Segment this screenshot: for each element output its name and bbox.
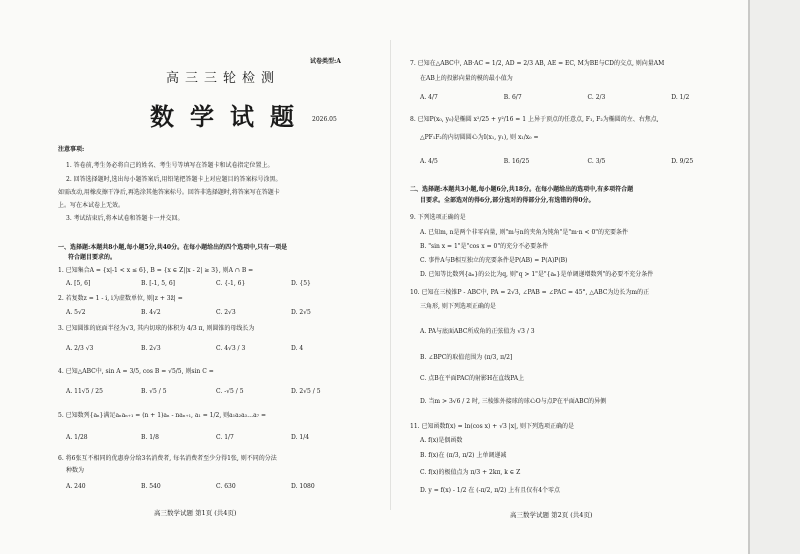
option-a: A. 2/3 √3: [66, 345, 94, 352]
note-line: 如需改动,用橡皮擦干净后,再选涂其他答案标号。回答非选择题时,将答案写在答题卡: [58, 189, 280, 196]
option-c: C. 3/5: [587, 158, 606, 165]
question-5-options: [66, 434, 366, 442]
option-b: B. 16/25: [503, 158, 530, 165]
question-5: 5. 已知数列{aₙ}满足aₙaₙ₊₁ = (n + 1)aₙ - naₙ₊₁, a₁ = 1/2, 则a₁a₂a₃…a₇ =: [58, 412, 267, 419]
option-c: C. 2/3: [587, 94, 606, 101]
option-a: A. 4/7: [420, 94, 438, 101]
question-1: 1. 已知集合A = {x|-1 < x ≤ 6}, B = {x ∈ Z||x - 2| ≥ 3}, 则A ∩ B =: [58, 267, 254, 274]
option-b: B. 1/8: [141, 434, 159, 441]
note-line: 1. 答卷前,考生务必将自己的姓名、考生号等填写在答题卡和试卷指定位置上。: [66, 162, 274, 169]
option-c: C. 4√3 / 3: [216, 345, 246, 352]
question-1-options: [66, 280, 366, 288]
notes-heading: 注意事项:: [58, 146, 85, 153]
option-c: C. 630: [216, 483, 236, 490]
option-b: B. √5 / 5: [141, 388, 167, 395]
page-1: [58, 0, 358, 554]
option-a: A. 1/28: [66, 434, 88, 441]
option-d: D. 1/4: [291, 434, 310, 441]
question-8-cont: △PF₁F₂的内切圆圆心为I(x₁, y₁), 则 x₁/x₀ =: [420, 134, 539, 141]
option-b: B. 6/7: [503, 94, 522, 101]
question-9: 9. 下列选项正确的是: [410, 214, 466, 221]
option-d: D. 4: [291, 345, 304, 352]
page-fold: [390, 40, 391, 510]
option-b: B. 4√2: [141, 309, 161, 316]
section1-heading-cont: 符合题目要求的。: [68, 254, 117, 261]
option-a: A. [5, 6]: [66, 280, 91, 287]
question-10-cont: 三角形, 则下列选项正确的是: [420, 303, 496, 310]
option-c: C. {-1, 6}: [216, 280, 246, 287]
page-2-footer: 高三数学试题 第2页 (共4页): [510, 511, 593, 519]
option-d: D. {5}: [291, 280, 311, 287]
option-c: C. -√5 / 5: [216, 388, 244, 395]
section2-heading: 二、选择题:本题共3小题,每小题6分,共18分。在每小题给出的选项中,有多项符合题: [410, 186, 634, 193]
option-d: D. 2√5 / 5: [291, 388, 321, 395]
question-2-options: [66, 309, 366, 317]
question-6-options: [66, 483, 366, 491]
sheet-edge: [748, 0, 750, 554]
question-3: 3. 已知圆锥的底面半径为√3, 其内切球的体积为 4/3 π, 则圆锥的母线长为: [58, 325, 255, 332]
page-1-footer: 高三数学试题 第1页 (共4页): [154, 509, 237, 517]
question-11-option-c: C. f(x)的极值点为 π/3 + 2kπ, k ∈ Z: [420, 469, 521, 476]
exam-type: 试卷类型:A: [310, 58, 341, 65]
note-line: 上。写在本试卷上无效。: [58, 202, 125, 209]
question-11-option-a: A. f(x)是偶函数: [420, 437, 463, 444]
option-b: B. [-1, 5, 6]: [141, 280, 176, 287]
question-10-option-c: C. 点B在平面PAC的射影H在直线PA上: [420, 375, 525, 382]
question-11-option-b: B. f(x)在 (π/3, π/2) 上单调递减: [420, 452, 507, 459]
exam-title: 数学试题: [150, 102, 310, 131]
question-11-option-d: D. y = f(x) - 1/2 在 (-π/2, π/2) 上有且仅有4个零点: [420, 487, 561, 494]
question-9-option-b: B. "sin x = 1"是"cos x = 0"的充分不必要条件: [420, 243, 549, 250]
option-b: B. 2√3: [141, 345, 161, 352]
question-4: 4. 已知△ABC中, sin A = 3/5, cos B = √5/5, 则sin C =: [58, 368, 214, 375]
note-line: 2. 回答选择题时,选出每小题答案后,用铅笔把答题卡上对应题目的答案标号涂黑。: [66, 176, 282, 183]
option-c: C. 2√3: [216, 309, 236, 316]
option-d: D. 1080: [291, 483, 315, 490]
option-c: C. 1/7: [216, 434, 234, 441]
question-8: 8. 已知P(x₀, y₀)是椭圆 x²/25 + y²/16 = 1 上异于顶点的任意点, F₁, F₂为椭圆的左、右焦点,: [410, 116, 659, 123]
section1-heading: 一、选择题:本题共8小题,每小题5分,共40分。在每小题给出的四个选项中,只有一项是: [58, 244, 288, 251]
option-a: A. 5√2: [66, 309, 86, 316]
question-2: 2. 若复数z = 1 - i, i为虚数单位, 则|z + 3z̄| =: [58, 295, 183, 302]
section2-heading-cont: 目要求。全部选对的得6分,部分选对的得部分分,有选错的得0分。: [420, 197, 595, 204]
option-d: D. 2√5: [291, 309, 311, 316]
option-b: B. 540: [141, 483, 161, 490]
question-7-cont: 在AB上的投影向量的模的最小值为: [420, 75, 513, 82]
question-7: 7. 已知在△ABC中, AB·AC = 1/2, AD = 2/3 AB, AE = EC, M为BE与CD的交点, 则向量AM: [410, 60, 665, 67]
option-d: D. 9/25: [671, 158, 694, 165]
note-line: 3. 考试结束后,将本试卷和答题卡一并交回。: [66, 215, 184, 222]
question-11: 11. 已知函数f(x) = ln(cos x) + √3 |x|, 则下列选项正确的是: [410, 423, 575, 430]
page-2: [410, 0, 745, 554]
option-d: D. 1/2: [671, 94, 690, 101]
question-8-options: [420, 158, 755, 166]
question-9-option-a: A. 已知m, n是两个非零向量, 则"m与n的夹角为钝角"是"m·n < 0"的充要条件: [420, 229, 629, 236]
question-4-options: [66, 388, 366, 396]
question-10: 10. 已知在三棱锥P - ABC中, PA = 2√3, ∠PAB = ∠PAC = 45°, △ABC为边长为m的正: [410, 289, 650, 296]
question-3-options: [66, 345, 366, 353]
question-10-option-a: A. PA与底面ABC所成角的正弦值为 √3 / 3: [420, 328, 535, 335]
exam-subtitle: 高三三轮检测: [166, 71, 281, 86]
question-7-options: [420, 94, 755, 102]
question-9-option-c: C. 事件A与B相互独立的充要条件是P(AB) = P(A)P(B): [420, 257, 568, 264]
question-6: 6. 将6张互不相同的优惠券分给3名消费者, 每名消费者至少分得1张, 则不同的分法: [58, 455, 277, 462]
question-10-option-d: D. 当m > 3√6 / 2 时, 三棱锥外接球的球心O与点P在平面ABC的异侧: [420, 398, 607, 405]
question-10-option-b: B. ∠BPC的取值范围为 (π/3, π/2]: [420, 354, 513, 361]
question-9-option-d: D. 已知等比数列{aₙ}的公比为q, 则"q > 1"是"{aₙ}是单调递增数列"的必要不充分条件: [420, 271, 654, 278]
exam-date: 2026.05: [312, 116, 337, 123]
option-a: A. 4/5: [420, 158, 438, 165]
option-a: A. 240: [66, 483, 86, 490]
option-a: A. 11√5 / 25: [66, 388, 103, 395]
question-6-cont: 种数为: [66, 467, 85, 474]
